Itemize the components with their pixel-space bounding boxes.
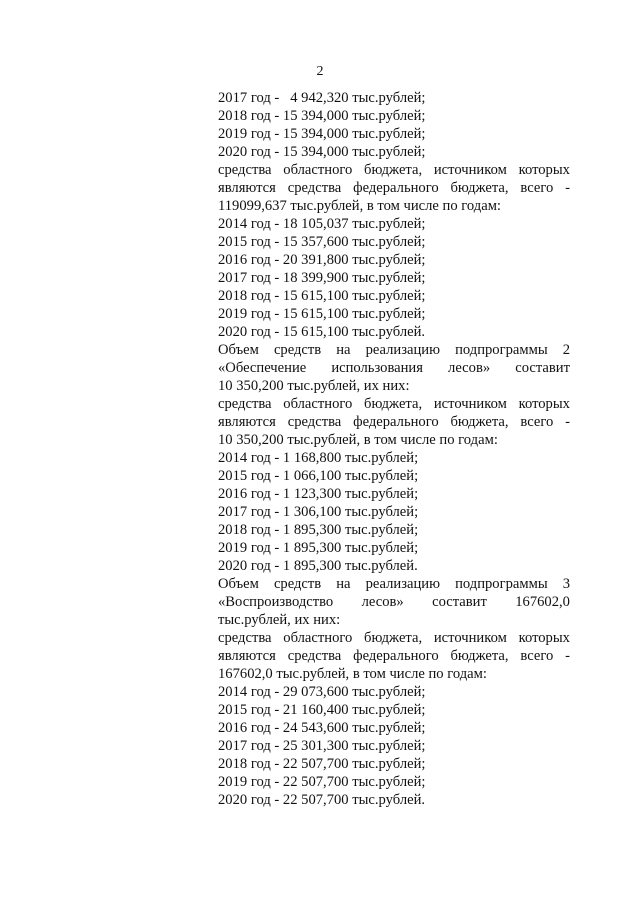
year-line: 2019 год - 22 507,700 тыс.рублей; xyxy=(218,774,426,790)
word: 3 xyxy=(562,576,570,592)
year-line: 2016 год - 20 391,800 тыс.рублей; xyxy=(218,252,426,268)
word: на xyxy=(336,576,351,592)
word: лесов» xyxy=(361,594,404,610)
word: подпрограммы xyxy=(455,342,548,358)
year-line: 2014 год - 18 105,037 тыс.рублей; xyxy=(218,216,426,232)
year-line: 2017 год - 18 399,900 тыс.рублей; xyxy=(218,270,426,286)
year-line: 2017 год - 1 306,100 тыс.рублей; xyxy=(218,504,419,520)
word: реализацию xyxy=(365,576,441,592)
funding-line: 2018 год - 15 394,000 тыс.рублей; xyxy=(218,108,426,124)
word: источником xyxy=(433,630,507,646)
word: бюджета, xyxy=(450,648,509,664)
year-line: 2020 год - 15 615,100 тыс.рублей. xyxy=(218,324,426,340)
year-line: 2017 год - 25 301,300 тыс.рублей; xyxy=(218,738,426,754)
year-line: 2020 год - 22 507,700 тыс.рублей. xyxy=(218,792,426,808)
word: федерального xyxy=(353,414,439,430)
word: составит xyxy=(432,594,487,610)
word: - xyxy=(565,180,570,196)
paragraph-line xyxy=(218,413,570,431)
paragraph-line xyxy=(218,575,570,593)
word: средств xyxy=(273,342,322,358)
word: - xyxy=(565,648,570,664)
funding-line: 2020 год - 15 394,000 тыс.рублей; xyxy=(218,144,426,160)
word: средства xyxy=(218,396,272,412)
year-line: 2019 год - 1 895,300 тыс.рублей; xyxy=(218,540,419,556)
paragraph-line: 10 350,200 тыс.рублей, их них: xyxy=(218,378,410,394)
word: средства xyxy=(218,630,272,646)
word: Объем xyxy=(218,342,259,358)
word: которых xyxy=(518,396,570,412)
word: областного xyxy=(283,630,353,646)
word: федерального xyxy=(353,180,439,196)
word: которых xyxy=(518,630,570,646)
word: 2 xyxy=(562,342,570,358)
word: «Воспроизводство xyxy=(218,594,334,610)
paragraph-line: 10 350,200 тыс.рублей, в том числе по годам: xyxy=(218,432,498,448)
word: бюджета, xyxy=(364,630,423,646)
funding-line: 2019 год - 15 394,000 тыс.рублей; xyxy=(218,126,426,142)
word: средств xyxy=(273,576,322,592)
page-number: 2 xyxy=(316,64,324,79)
document-body xyxy=(218,89,570,809)
word: являются xyxy=(218,180,276,196)
word: Объем xyxy=(218,576,259,592)
word: составит xyxy=(515,360,570,376)
word: являются xyxy=(218,648,276,664)
word: средства xyxy=(287,648,342,664)
paragraph-line xyxy=(218,359,570,377)
word: использования xyxy=(331,360,423,376)
paragraph-line xyxy=(218,341,570,359)
word: на xyxy=(336,342,351,358)
word: являются xyxy=(218,414,276,430)
word: бюджета, xyxy=(364,396,423,412)
year-line: 2018 год - 22 507,700 тыс.рублей; xyxy=(218,756,426,772)
paragraph-line xyxy=(218,179,570,197)
paragraph-line xyxy=(218,647,570,665)
paragraph-line xyxy=(218,593,570,611)
word: всего xyxy=(520,180,554,196)
word: источником xyxy=(433,396,507,412)
word: которых xyxy=(518,162,570,178)
year-line: 2014 год - 1 168,800 тыс.рублей; xyxy=(218,450,419,466)
word: бюджета, xyxy=(450,180,509,196)
year-line: 2018 год - 1 895,300 тыс.рублей; xyxy=(218,522,419,538)
paragraph-line: 119099,637 тыс.рублей, в том числе по годам: xyxy=(218,198,501,214)
paragraph-line xyxy=(218,161,570,179)
word: бюджета, xyxy=(364,162,423,178)
word: «Обеспечение xyxy=(218,360,307,376)
word: источником xyxy=(433,162,507,178)
word: всего xyxy=(520,414,554,430)
word: средства xyxy=(218,162,272,178)
word: - xyxy=(565,414,570,430)
paragraph-line xyxy=(218,395,570,413)
paragraph-line: 167602,0 тыс.рублей, в том числе по годам: xyxy=(218,666,487,682)
word: бюджета, xyxy=(450,414,509,430)
word: средства xyxy=(287,414,342,430)
paragraph-line: тыс.рублей, их них: xyxy=(218,612,341,628)
word: подпрограммы xyxy=(455,576,548,592)
paragraph-line xyxy=(218,629,570,647)
year-line: 2015 год - 21 160,400 тыс.рублей; xyxy=(218,702,426,718)
word: средства xyxy=(287,180,342,196)
year-line: 2018 год - 15 615,100 тыс.рублей; xyxy=(218,288,426,304)
year-line: 2020 год - 1 895,300 тыс.рублей. xyxy=(218,558,418,574)
year-line: 2014 год - 29 073,600 тыс.рублей; xyxy=(218,684,426,700)
word: лесов» xyxy=(448,360,491,376)
word: реализацию xyxy=(365,342,441,358)
year-line: 2015 год - 1 066,100 тыс.рублей; xyxy=(218,468,419,484)
word: областного xyxy=(283,396,353,412)
year-line: 2015 год - 15 357,600 тыс.рублей; xyxy=(218,234,426,250)
year-line: 2019 год - 15 615,100 тыс.рублей; xyxy=(218,306,426,322)
word: всего xyxy=(520,648,554,664)
funding-line: 2017 год - 4 942,320 тыс.рублей; xyxy=(218,90,426,106)
year-line: 2016 год - 1 123,300 тыс.рублей; xyxy=(218,486,419,502)
year-line: 2016 год - 24 543,600 тыс.рублей; xyxy=(218,720,426,736)
word: федерального xyxy=(353,648,439,664)
word: 167602,0 xyxy=(515,594,570,610)
word: областного xyxy=(283,162,353,178)
